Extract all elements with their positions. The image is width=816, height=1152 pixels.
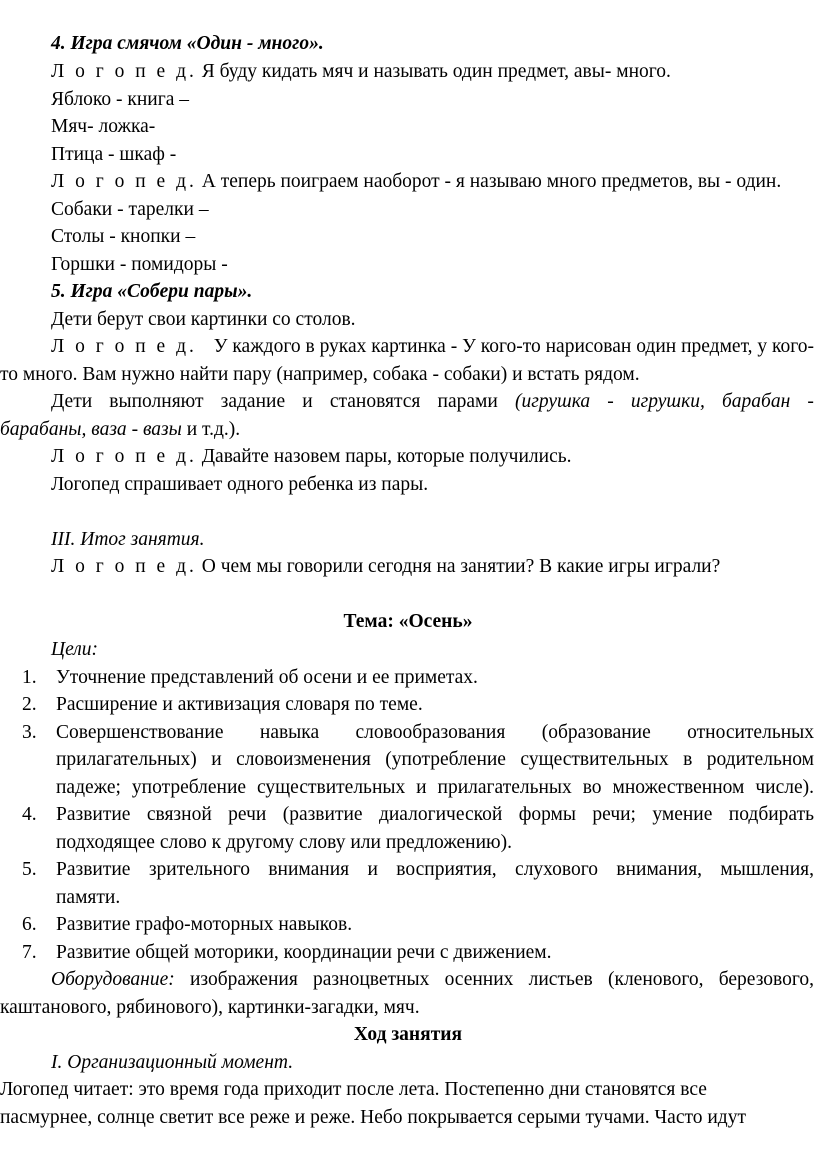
goal-number: 6. (22, 914, 37, 935)
line-text: О чем мы говорили сегодня на занятии? В какие игры играли? (196, 556, 721, 577)
word: становятся (329, 391, 421, 412)
goal-item: Развитие зрительного внимания и восприятия, слухового внимания, мышления, (56, 859, 814, 880)
summary-line (51, 557, 720, 577)
goal-item: Уточнение представлений об осени и ее приметах. (56, 667, 478, 688)
goal-item: Совершенствование навыка словообразования (образование относительных (56, 722, 814, 743)
example-text: барабаны, ваза (0, 419, 127, 440)
line-text: А теперь поиграем наоборот - я называю много предметов, вы - один. (196, 171, 782, 192)
paragraph-line: Логопед читает: это время года приходит после лета. Постепенно дни становятся все (0, 1079, 707, 1100)
word-pair: Горшки - помидоры - (51, 254, 228, 275)
equipment-line-2: каштанового, рябинового), картинки-загадки, мяч. (0, 997, 420, 1018)
goal-number: 7. (22, 942, 37, 963)
paragraph-line: пасмурнее, солнце светит все реже и реже. Небо покрывается серыми тучами. Часто идут (0, 1107, 746, 1128)
goal-number: 2. (22, 694, 37, 715)
goals-label: Цели: (51, 639, 98, 660)
word: Дети (51, 391, 93, 412)
word: выполняют (109, 391, 204, 412)
speaker-label: Л о г о п е д. (51, 446, 197, 467)
section-heading: I. Организационный момент. (51, 1052, 294, 1073)
paragraph-line (51, 447, 572, 467)
goal-number: 3. (22, 722, 37, 743)
word: задание (220, 391, 286, 412)
paragraph-line (51, 337, 814, 357)
goal-item-line: памяти. (56, 887, 121, 908)
game4-line2 (51, 172, 781, 192)
goal-number: 4. (22, 804, 37, 825)
word: игрушки, (630, 391, 705, 412)
word-pair: Собаки - тарелки – (51, 199, 209, 220)
paragraph-line-justified (51, 392, 814, 412)
example-text: вазы (142, 419, 182, 440)
equipment-line (51, 970, 814, 990)
word: барабан (721, 391, 791, 412)
word: - (607, 391, 614, 412)
word: (кленового, (607, 969, 704, 990)
speaker-label: Л о г о п е д. (51, 61, 197, 82)
equipment-label: Оборудование: (51, 969, 175, 990)
speaker-label: Л о г о п е д. (51, 336, 197, 357)
paragraph-line: Логопед спрашивает одного ребенка из пары. (51, 474, 429, 495)
speaker-label: Л о г о п е д. (51, 171, 197, 192)
goal-number: 1. (22, 667, 37, 688)
paragraph-line: то много. Вам нужно найти пару (например, собака - собаки) и встать рядом. (0, 364, 640, 385)
word-pair: Столы - кнопки – (51, 226, 196, 247)
line-text: Я буду кидать мяч и называть один предмет, авы- много. (196, 61, 671, 82)
goal-item-line: прилагательных) и словоизменения (употребление существительных в родительном (56, 749, 814, 770)
topic-title: Тема: «Осень» (343, 611, 473, 632)
line-text: У каждого в руках картинка - У кого-то нарисован один предмет, у кого- (213, 336, 814, 357)
word-pair: Яблоко - книга – (51, 89, 190, 110)
word: изображения (189, 969, 298, 990)
game4-line1 (51, 62, 671, 82)
goal-item: Развитие графо-моторных навыков. (56, 914, 353, 935)
word: и (302, 391, 313, 412)
lesson-title: Ход занятия (353, 1024, 463, 1045)
goal-item: Развитие общей моторики, координации речи с движением. (56, 942, 552, 963)
word: березового, (718, 969, 814, 990)
goal-item-line: падеже; употребление существительных и прилагательных во множественном числе). (56, 777, 814, 798)
summary-title: III. Итог занятия. (51, 529, 205, 550)
word-pair: Птица - шкаф - (51, 144, 177, 165)
dash: - (126, 419, 143, 440)
word: листьев (528, 969, 593, 990)
word: осенних (444, 969, 514, 990)
line-text: и т.д.). (181, 419, 241, 440)
paragraph: Дети берут свои картинки со столов. (51, 309, 356, 330)
goal-item: Развитие связной речи (развитие диалогической формы речи; умение подбирать (56, 804, 814, 825)
word: - (807, 391, 814, 412)
word-pair: Мяч- ложка- (51, 116, 156, 137)
speaker-label: Л о г о п е д. (51, 556, 197, 577)
line-text: Давайте назовем пары, которые получились. (196, 446, 572, 467)
paragraph-line (0, 420, 240, 440)
goal-item-line: подходящее слово к другому слову или предложению). (56, 832, 512, 853)
word: (игрушка (514, 391, 591, 412)
goal-item: Расширение и активизация словаря по теме. (56, 694, 423, 715)
game4-title: 4. Игра смячом «Один - много». (51, 33, 324, 54)
goal-number: 5. (22, 859, 37, 880)
word: парами (437, 391, 498, 412)
word: разноцветных (313, 969, 430, 990)
game5-title: 5. Игра «Собери пары». (51, 281, 253, 302)
